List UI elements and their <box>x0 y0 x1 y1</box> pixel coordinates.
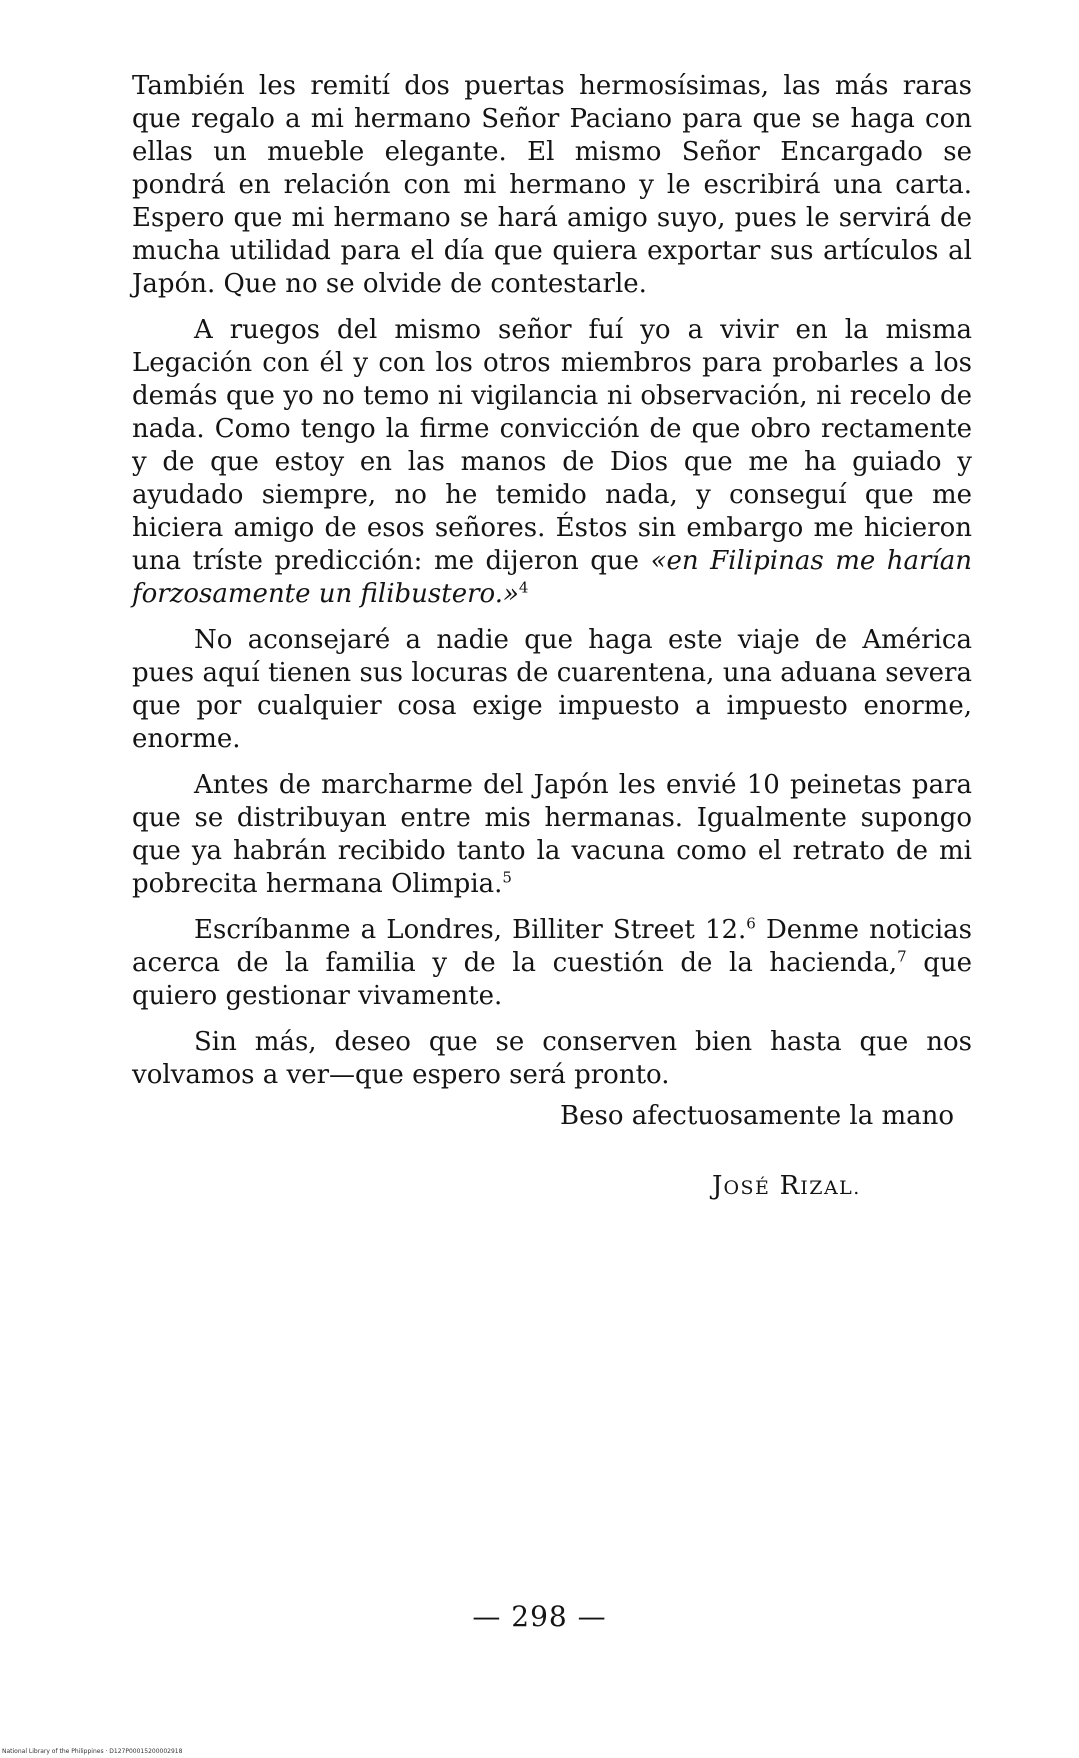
footnote-mark: 6 <box>746 914 756 933</box>
footnote-mark: 7 <box>897 947 907 966</box>
closing-line: Beso afectuosamente la mano <box>560 1101 955 1131</box>
paragraph-5: Escríbanme a Londres, Billiter Street 12.$^6$ Denme noticias acerca de la familia y de la cuestión de la hacienda,$^7$ que quiero gestionar vivamente. <box>132 914 972 1011</box>
paragraph-6: Sin más, deseo que se conserven bien hasta que nos volvamos a ver—que espero será pronto. <box>132 1027 972 1090</box>
signature: JOSÉ RIZAL. <box>712 1171 861 1201</box>
italic-quote: «en Filipinas me harían forzosamente un filibustero.» <box>132 546 972 609</box>
paragraph-4: Antes de marcharme del Japón les envié 10 peinetas para que se distribuyan entre mis hermanas. Igualmente supongo que ya habrán recibido tanto la vacuna como el retrato de mi pobrecita hermana Olimpia.$^5$ <box>132 770 972 899</box>
page-number: — 298 — <box>472 1600 607 1633</box>
paragraph-2: A ruegos del mismo señor fuí yo a vivir en la misma Legación con él y con los otros miembros para probarles a los demás que yo no temo ni vigilancia ni observación, ni recelo de nada. Como tengo la firme convicción de que obro rectamente y de que estoy en las manos de Dios que me ha guiado y ayudado siempre, no he temido nada, y conseguí que me hiciera amigo de esos señores. Éstos sin embargo me hicieron una tríste predicción: me dijeron que «en Filipinas me harían forzosamente un filibustero.»$^4$ <box>132 315 972 609</box>
footnote-mark: 4 <box>518 578 529 597</box>
paragraph-3: No aconsejaré a nadie que haga este viaje de América pues aquí tienen sus locuras de cuarentena, una aduana severa que por cualquier cosa exige impuesto a impuesto enorme, enorme. <box>132 625 972 754</box>
paragraph-1: También les remití dos puertas hermosísimas, las más raras que regalo a mi hermano Señor Paciano para que se haga con ellas un mueble elegante. El mismo Señor Encargado se pondrá en relación con mi hermano y le escribirá una carta. Espero que mi hermano se hará amigo suyo, pues le servirá de mucha utilidad para el día que quiera exportar sus artículos al Japón. Que no se olvide de contestarle. <box>132 71 972 299</box>
body-text <box>132 70 972 1105</box>
scan-footer-note: National Library of the Philippines · D127P00015200002918 <box>2 1748 183 1755</box>
footnote-mark: 5 <box>502 868 512 887</box>
